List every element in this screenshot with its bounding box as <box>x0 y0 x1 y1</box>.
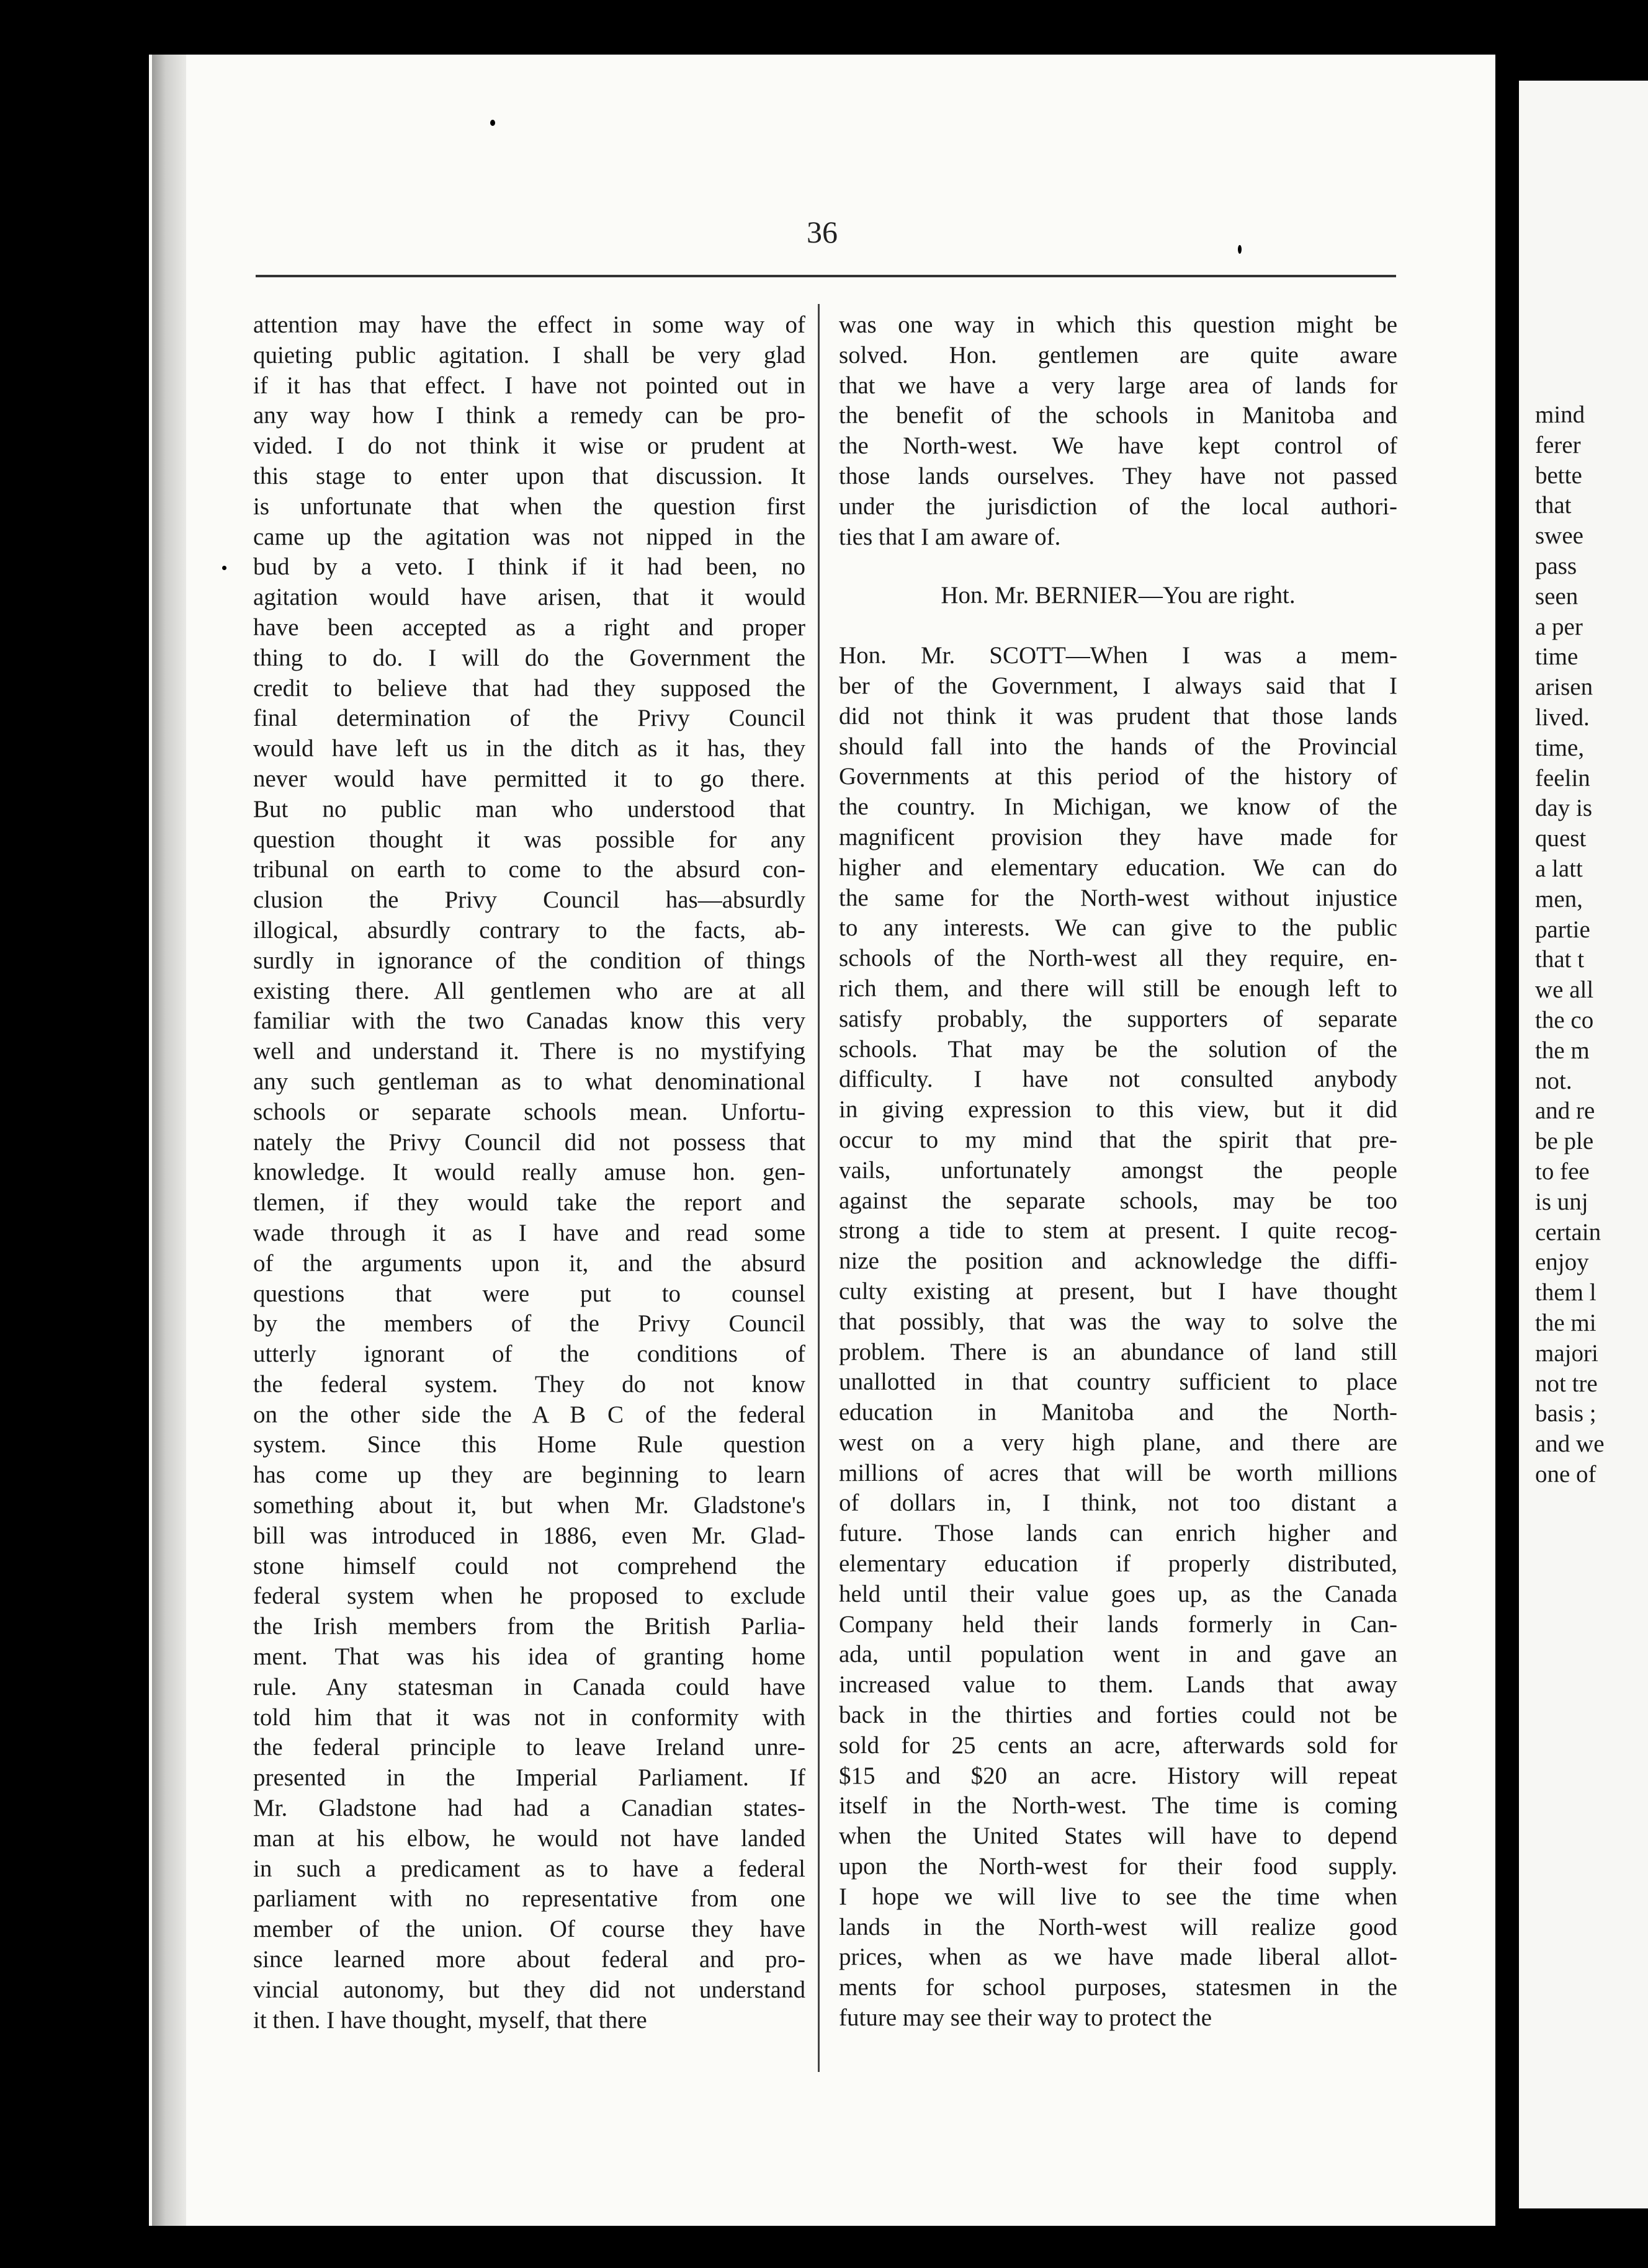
text-line: Hon. Mr. SCOTT—When I was a mem- <box>839 642 1397 669</box>
adjacent-text-fragment: not. <box>1535 1067 1572 1094</box>
text-line: magnificent provision they have made for <box>839 823 1397 850</box>
adjacent-text-fragment: one of <box>1535 1460 1597 1488</box>
text-line: schools or separate schools mean. Unfortu- <box>253 1098 805 1125</box>
adjacent-text-fragment: and re <box>1535 1097 1595 1125</box>
adjacent-text-fragment: to fee <box>1535 1158 1590 1185</box>
text-line: back in the thirties and forties could not be <box>839 1702 1397 1729</box>
text-line: elementary education if properly distributed, <box>839 1550 1397 1578</box>
text-line: questions that were put to counsel <box>253 1280 805 1307</box>
text-line: man at his elbow, he would not have landed <box>253 1824 805 1852</box>
text-line: stone himself could not comprehend the <box>253 1552 805 1579</box>
text-line: the North-west. We have kept control of <box>839 432 1397 460</box>
adjacent-text-fragment: certain <box>1535 1218 1601 1246</box>
text-line: nize the position and acknowledge the diffi- <box>839 1248 1397 1275</box>
text-line: vails, unfortunately amongst the people <box>839 1156 1397 1184</box>
adjacent-text-fragment: men, <box>1535 885 1583 913</box>
text-line: higher and elementary education. We can do <box>839 854 1397 881</box>
text-line: ties that I am aware of. <box>839 523 1061 550</box>
text-line: vided. I do not think it wise or prudent at <box>253 432 805 460</box>
adjacent-text-fragment: bette <box>1535 462 1582 489</box>
text-line: strong a tide to stem at present. I quite recog- <box>839 1217 1397 1244</box>
text-line: the federal system. They do not know <box>253 1370 805 1398</box>
text-line: in such a predicament as to have a federal <box>253 1855 805 1882</box>
text-line: solved. Hon. gentlemen are quite aware <box>839 341 1397 368</box>
header-rule <box>256 275 1396 277</box>
text-line: nately the Privy Council did not possess that <box>253 1128 805 1156</box>
text-line: prices, when as we have made liberal allot- <box>839 1944 1397 1971</box>
text-line: parliament with no representative from one <box>253 1885 805 1913</box>
text-line: never would have permitted it to go there. <box>253 765 805 792</box>
text-line: those lands ourselves. They have not passed <box>839 462 1397 489</box>
text-line: utterly ignorant of the conditions of <box>253 1341 805 1368</box>
adjacent-text-fragment: ferer <box>1535 431 1581 458</box>
text-line: unallotted in that country sufficient to place <box>839 1368 1397 1396</box>
left-column <box>253 310 805 2035</box>
adjacent-text-fragment: not tre <box>1535 1370 1598 1397</box>
text-line: rich them, and there will still be enough left to <box>839 975 1397 1002</box>
text-line: schools. That may be the solution of the <box>839 1035 1397 1063</box>
adjacent-text-fragment: mind <box>1535 401 1585 428</box>
text-line: agitation would have arisen, that it would <box>253 584 805 611</box>
text-line: tlemen, if they would take the report and <box>253 1189 805 1217</box>
text-line: clusion the Privy Council has—absurdly <box>253 886 805 914</box>
text-line: ada, until population went in and gave an <box>839 1641 1397 1668</box>
adjacent-text-fragment: and we <box>1535 1431 1605 1458</box>
text-line: in giving expression to this view, but it did <box>839 1096 1397 1123</box>
text-line: wade through it as I have and read some <box>253 1219 805 1246</box>
text-line: lands in the North-west will realize good <box>839 1913 1397 1940</box>
text-line: has come up they are beginning to learn <box>253 1462 805 1489</box>
text-line: culty existing at present, but I have thought <box>839 1277 1397 1305</box>
adjacent-text-fragment: quest <box>1535 825 1587 852</box>
right-column-bottom <box>839 641 1397 2034</box>
text-line: Mr. Gladstone had had a Canadian states- <box>253 1795 805 1822</box>
text-line: upon the North-west for their food supply. <box>839 1853 1397 1880</box>
text-line: education in Manitoba and the North- <box>839 1399 1397 1426</box>
adjacent-text-fragment: be ple <box>1535 1128 1594 1155</box>
adjacent-text-fragment: is unj <box>1535 1188 1588 1215</box>
text-line: the Irish members from the British Parlia- <box>253 1613 805 1640</box>
text-line: vincial autonomy, but they did not understand <box>253 1976 805 2003</box>
text-line: by the members of the Privy Council <box>253 1310 805 1337</box>
text-line: of dollars in, I think, not too distant a <box>839 1489 1397 1517</box>
interjection: Hon. Mr. BERNIER—You are right. <box>941 582 1296 609</box>
text-line: surdly in ignorance of the condition of things <box>253 947 805 974</box>
text-line: that we have a very large area of lands for <box>839 372 1397 399</box>
text-line: future may see their way to protect the <box>839 2004 1212 2032</box>
adjacent-text-fragment: the co <box>1535 1006 1594 1034</box>
text-line: Company held their lands formerly in Can- <box>839 1610 1397 1638</box>
adjacent-text-fragment: majori <box>1535 1339 1598 1367</box>
text-line: difficulty. I have not consulted anybody <box>839 1066 1397 1093</box>
text-line: $15 and $20 an acre. History will repeat <box>839 1762 1397 1789</box>
text-line: any way how I think a remedy can be pro- <box>253 402 805 429</box>
text-line: sold for 25 cents an acre, afterwards sold for <box>839 1731 1397 1759</box>
adjacent-text-fragment: time <box>1535 643 1579 671</box>
text-line: was one way in which this question might be <box>839 311 1397 338</box>
adjacent-text-fragment: the m <box>1535 1037 1590 1064</box>
text-line: the same for the North-west without injustice <box>839 884 1397 911</box>
scan-speck <box>222 566 226 570</box>
text-line: should fall into the hands of the Provincial <box>839 733 1397 760</box>
adjacent-text-fragment: that t <box>1535 946 1585 973</box>
text-line: came up the agitation was not nipped in the <box>253 523 805 550</box>
page-binding-edge <box>152 55 186 2226</box>
text-line: ber of the Government, I always said that I <box>839 672 1397 699</box>
text-line: it then. I have thought, myself, that there <box>253 2006 647 2034</box>
text-line: rule. Any statesman in Canada could have <box>253 1673 805 1700</box>
column-divider <box>818 304 820 2072</box>
text-line: that possibly, that was the way to solve the <box>839 1308 1397 1335</box>
text-line: did not think it was prudent that those lands <box>839 702 1397 730</box>
text-line: existing there. All gentlemen who are at all <box>253 977 805 1004</box>
text-line: would have left us in the ditch as it has, they <box>253 735 805 762</box>
text-line: itself in the North-west. The time is coming <box>839 1792 1397 1819</box>
text-line: knowledge. It would really amuse hon. gen- <box>253 1159 805 1186</box>
text-line: under the jurisdiction of the local authori- <box>839 493 1397 520</box>
text-line: tribunal on earth to come to the absurd con- <box>253 856 805 883</box>
adjacent-text-fragment: a latt <box>1535 855 1583 882</box>
text-line: the country. In Michigan, we know of the <box>839 793 1397 821</box>
text-line: occur to my mind that the spirit that pre- <box>839 1126 1397 1153</box>
text-line: credit to believe that had they supposed the <box>253 674 805 702</box>
text-line: Governments at this period of the history of <box>839 763 1397 790</box>
text-line: satisfy probably, the supporters of separate <box>839 1005 1397 1032</box>
adjacent-page-text <box>1519 400 1605 1490</box>
text-line: question thought it was possible for any <box>253 826 805 853</box>
text-line: to any interests. We can give to the public <box>839 914 1397 942</box>
adjacent-text-fragment: basis ; <box>1535 1400 1597 1427</box>
text-line: ment. That was his idea of granting home <box>253 1643 805 1671</box>
adjacent-text-fragment: seen <box>1535 583 1579 610</box>
text-line: But no public man who understood that <box>253 795 805 823</box>
text-line: told him that it was not in conformity with <box>253 1703 805 1731</box>
text-line: ments for school purposes, statesmen in the <box>839 1974 1397 2001</box>
adjacent-text-fragment: arisen <box>1535 674 1593 701</box>
text-line: when the United States will have to depend <box>839 1823 1397 1850</box>
adjacent-text-fragment: partie <box>1535 916 1590 943</box>
adjacent-text-fragment: day is <box>1535 795 1593 822</box>
text-line: thing to do. I will do the Government the <box>253 644 805 671</box>
text-line: have been accepted as a right and proper <box>253 614 805 641</box>
text-line: federal system when he proposed to exclude <box>253 1583 805 1610</box>
adjacent-text-fragment: enjoy <box>1535 1249 1589 1276</box>
text-line: against the separate schools, may be too <box>839 1187 1397 1214</box>
scan-speck <box>490 120 495 126</box>
text-line: well and understand it. There is no mystifying <box>253 1038 805 1065</box>
text-line: since learned more about federal and pro- <box>253 1946 805 1973</box>
text-line: something about it, but when Mr. Gladstone's <box>253 1492 805 1519</box>
text-line: illogical, absurdly contrary to the facts, ab- <box>253 916 805 944</box>
text-line: any such gentleman as to what denominational <box>253 1068 805 1095</box>
text-line: future. Those lands can enrich higher and <box>839 1520 1397 1547</box>
adjacent-text-fragment: that <box>1535 492 1572 519</box>
text-line: familiar with the two Canadas know this very <box>253 1007 805 1035</box>
adjacent-text-fragment: them l <box>1535 1279 1597 1306</box>
text-line: presented in the Imperial Parliament. If <box>253 1764 805 1792</box>
adjacent-text-fragment: pass <box>1535 552 1577 579</box>
right-column-top <box>839 310 1397 552</box>
text-line: I hope we will live to see the time when <box>839 1883 1397 1910</box>
text-line: final determination of the Privy Council <box>253 705 805 732</box>
text-line: bill was introduced in 1886, even Mr. Glad- <box>253 1522 805 1549</box>
text-line: quieting public agitation. I shall be very glad <box>253 341 805 368</box>
page-number: 36 <box>807 215 838 249</box>
adjacent-text-fragment: a per <box>1535 613 1583 640</box>
text-line: the federal principle to leave Ireland unre- <box>253 1734 805 1761</box>
scan-speck <box>1238 245 1242 254</box>
adjacent-page <box>1519 81 1648 2208</box>
text-line: member of the union. Of course they have <box>253 1916 805 1943</box>
adjacent-text-fragment: time, <box>1535 734 1585 761</box>
text-line: this stage to enter upon that discussion. It <box>253 462 805 489</box>
adjacent-text-fragment: lived. <box>1535 703 1590 731</box>
text-line: if it has that effect. I have not pointed out in <box>253 372 805 399</box>
adjacent-text-fragment: we all <box>1535 976 1594 1004</box>
text-line: west on a very high plane, and there are <box>839 1429 1397 1456</box>
text-line: is unfortunate that when the question first <box>253 493 805 520</box>
text-line: on the other side the A B C of the federal <box>253 1401 805 1428</box>
text-line: system. Since this Home Rule question <box>253 1431 805 1458</box>
text-line: attention may have the effect in some way of <box>253 311 805 338</box>
text-line: bud by a veto. I think if it had been, no <box>253 553 805 581</box>
adjacent-text-fragment: the mi <box>1535 1309 1597 1336</box>
text-line: increased value to them. Lands that away <box>839 1671 1397 1699</box>
text-line: of the arguments upon it, and the absurd <box>253 1249 805 1277</box>
text-line: the benefit of the schools in Manitoba and <box>839 402 1397 429</box>
adjacent-text-fragment: swee <box>1535 522 1583 550</box>
text-line: held until their value goes up, as the Canada <box>839 1580 1397 1607</box>
text-line: schools of the North-west all they require, en- <box>839 945 1397 972</box>
adjacent-text-fragment: feelin <box>1535 764 1590 792</box>
text-line: problem. There is an abundance of land still <box>839 1338 1397 1365</box>
right-column <box>839 310 1397 2034</box>
text-line: millions of acres that will be worth millions <box>839 1459 1397 1486</box>
